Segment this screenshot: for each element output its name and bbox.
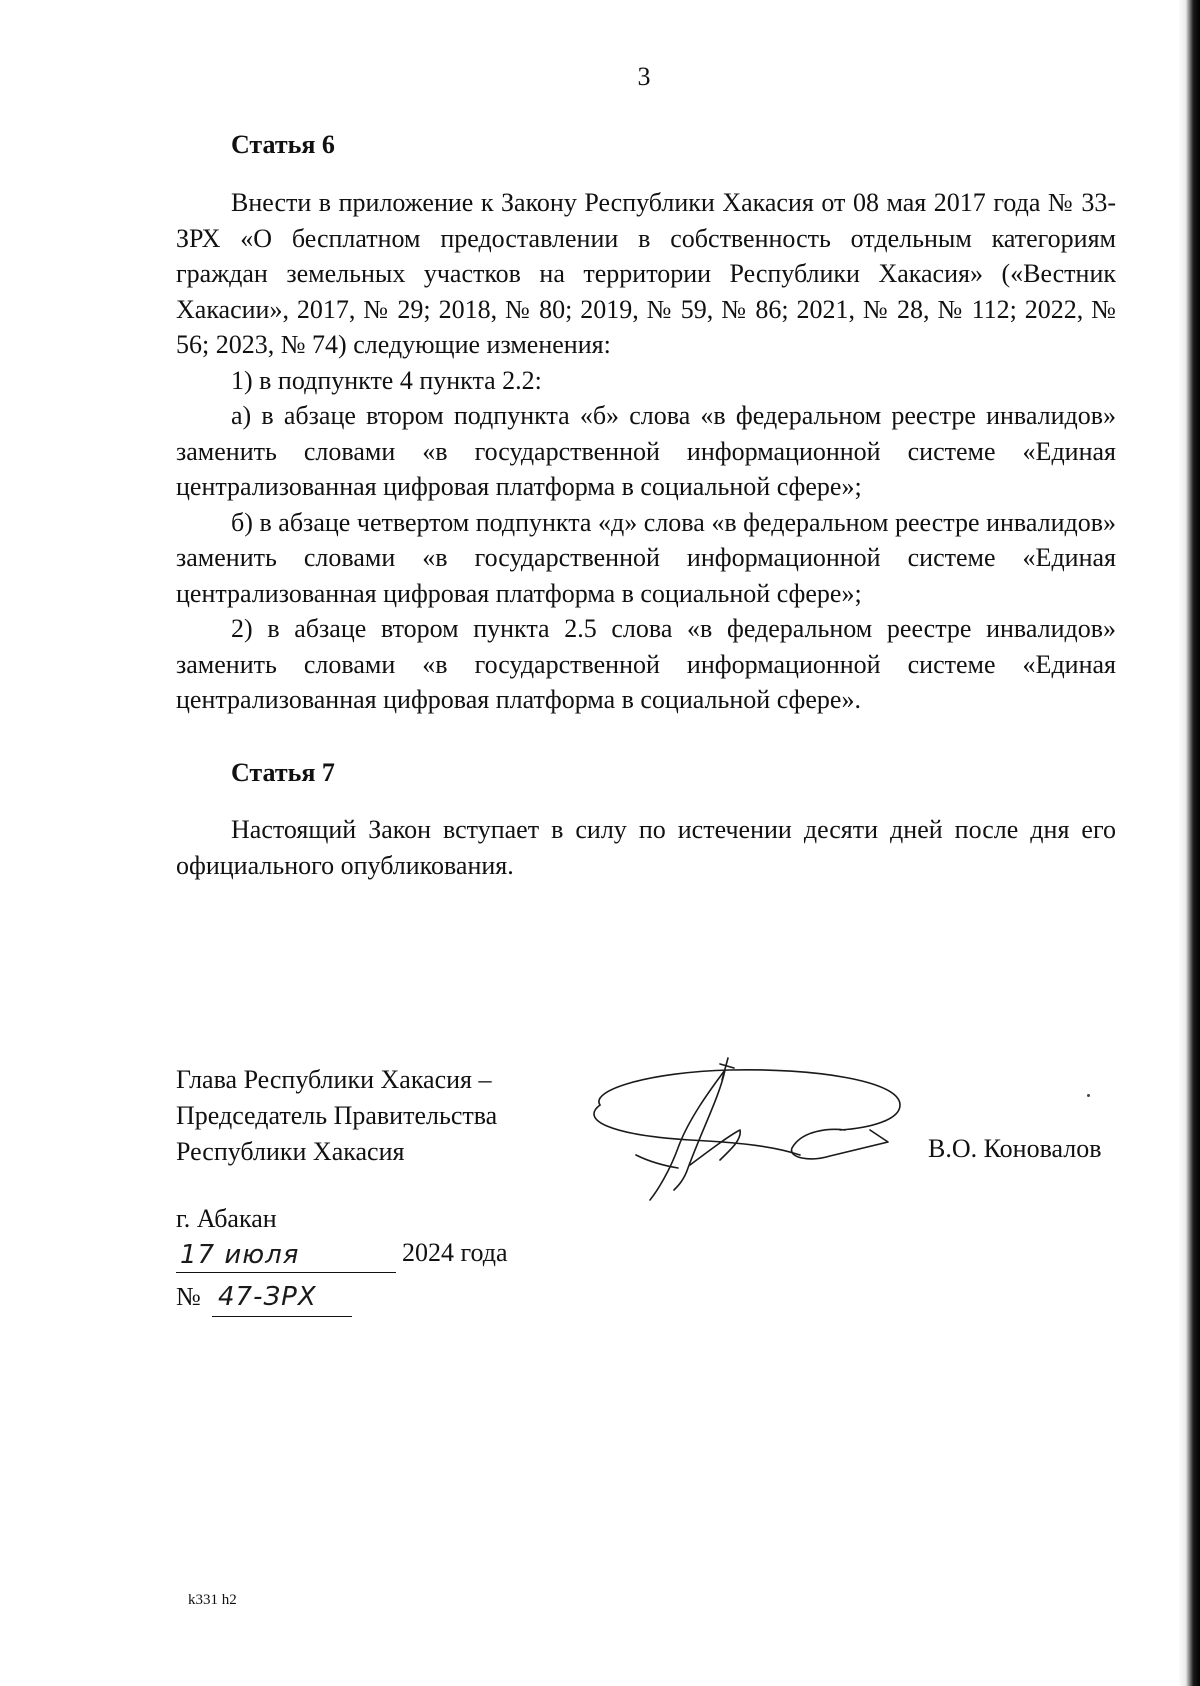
law-number	[176, 1282, 376, 1322]
number-handwritten-field	[212, 1282, 352, 1317]
signatory-name: В.О. Коновалов	[928, 1134, 1102, 1163]
number-sign: №	[176, 1282, 201, 1311]
handwritten-signature	[570, 1050, 910, 1210]
article-7-body	[176, 812, 1116, 883]
date-handwritten-field	[176, 1240, 396, 1273]
footer-code: k331 h2	[188, 1592, 237, 1608]
position-line-3: Республики Хакасия	[176, 1137, 405, 1166]
scan-edge-shadow	[1178, 0, 1200, 1686]
article-7-text: Настоящий Закон вступает в силу по истечении десяти дней после дня его официального опубликования.	[176, 815, 1116, 880]
position-line-1: Глава Республики Хакасия –	[176, 1065, 492, 1094]
article-6-intro: Внести в приложение к Закону Республики Хакасия от 08 мая 2017 года № 33-ЗРХ «О бесплатном предоставлении в собственность отдельным категориям граждан земельных участков на территории Республики Хакасия» («Вестник Хакасии», 2017, № 29; 2018, № 80; 2019, № 59, № 86; 2021, № 28, № 112; 2022, № 56; 2023, № 74) следующие изменения:	[176, 188, 1116, 359]
scan-speck	[1087, 1094, 1090, 1097]
page-number: 3	[637, 62, 651, 91]
article-6-item-1a: а) в абзаце втором подпункта «б» слова «в федеральном реестре инвалидов» заменить словами «в государственной информационной системе «Единая централизованная цифровая платформа в социальной сфере»;	[176, 401, 1116, 501]
signatory-position	[176, 1062, 497, 1170]
article-7-title: Статья 7	[231, 758, 335, 787]
article-6-item-2: 2) в абзаце втором пункта 2.5 слова «в федеральном реестре инвалидов» заменить словами «в государственной информационной системе «Единая централизованная цифровая платформа в социальной сфере».	[176, 614, 1116, 714]
article-6-title: Статья 6	[231, 130, 335, 159]
position-line-2: Председатель Правительства	[176, 1101, 498, 1130]
article-6-body	[176, 185, 1116, 718]
date-year: 2024 года	[402, 1238, 508, 1267]
article-6-item-1: 1) в подпункте 4 пункта 2.2:	[231, 365, 542, 395]
article-6-item-1b: б) в абзаце четвертом подпункта «д» слова «в федеральном реестре инвалидов» заменить словами «в государственной информационной системе «Единая централизованная цифровая платформа в социальной сфере»;	[176, 507, 1116, 608]
number-handwritten: 47-ЗРХ	[218, 1282, 317, 1312]
date-handwritten: 17 июля	[180, 1240, 300, 1270]
signing-date	[176, 1238, 596, 1278]
place-of-signing: г. Абакан	[176, 1204, 277, 1233]
